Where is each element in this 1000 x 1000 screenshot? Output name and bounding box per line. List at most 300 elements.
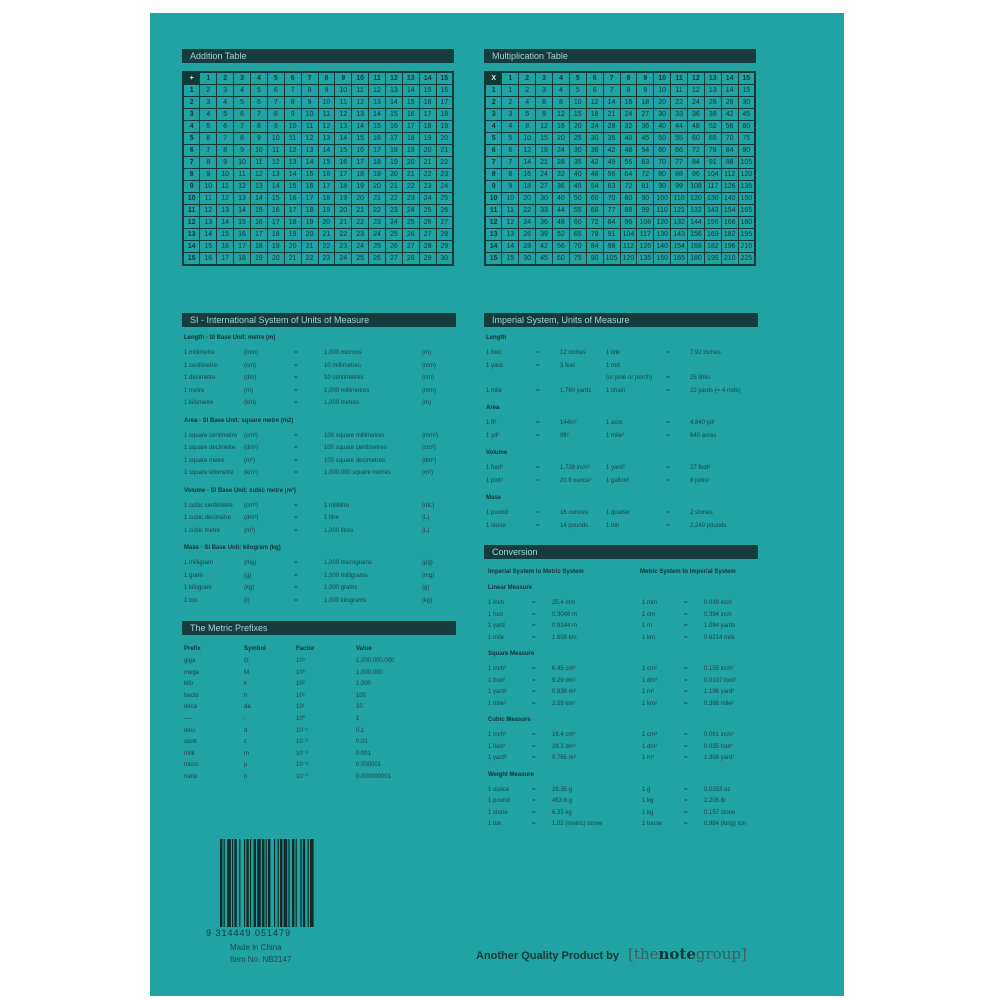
table-cell: 36 [553, 181, 570, 193]
cell: deci [184, 727, 196, 734]
table-cell: 26 [519, 229, 536, 241]
table-cell: 132 [688, 205, 705, 217]
table-cell: 24 [688, 97, 705, 109]
cell: 14 pounds [560, 522, 589, 529]
imperial-unit-row [486, 507, 756, 520]
table-cell: 8 [267, 109, 284, 121]
table-cell: 10 [217, 169, 234, 181]
table-row [485, 145, 755, 157]
table-cell: 10 [200, 181, 217, 193]
cell: 1 square metre [184, 457, 225, 464]
table-cell: 30 [519, 253, 536, 266]
table-cell: 20 [386, 169, 403, 181]
table-cell: 20 [519, 193, 536, 205]
cell: (m²) [422, 470, 433, 476]
cell: 1.02 (metric) tonne [552, 821, 603, 827]
table-cell: 28 [721, 97, 738, 109]
table-cell: 45 [536, 253, 553, 266]
made-in-label: Made in China [230, 943, 282, 952]
table-cell: 19 [402, 145, 419, 157]
cell: 0.01 [356, 739, 368, 746]
table-cell: 54 [586, 181, 603, 193]
table-row [485, 133, 755, 145]
cell: 9ft² [560, 432, 569, 439]
table-row [183, 205, 453, 217]
cell: (kg) [422, 597, 433, 604]
cell: 1,000 milligrams [324, 572, 368, 579]
table-cell: 195 [738, 229, 755, 241]
table-cell: 24 [519, 217, 536, 229]
si-unit-row [184, 467, 454, 480]
cell: 0.000000001 [356, 774, 392, 780]
table-cell: 12 [284, 145, 301, 157]
barcode-bar [308, 839, 309, 927]
cell: 1 pound [486, 510, 508, 516]
barcode-bar [224, 839, 225, 927]
table-row [183, 145, 453, 157]
cell: 10 millimetres [324, 362, 362, 369]
table-cell: 140 [654, 241, 671, 253]
table-cell: 15 [402, 97, 419, 109]
table-cell: 8 [620, 85, 637, 97]
table-cell: 24 [419, 193, 436, 205]
barcode-bar [284, 839, 288, 927]
table-cell: 7 [267, 97, 284, 109]
cell: = [684, 700, 688, 707]
table-cell: 143 [671, 229, 688, 241]
cell: 28.35 g [552, 786, 573, 793]
cell: 10⁹ [296, 658, 306, 664]
imperial-unit-row [486, 360, 756, 373]
table-cell: 25 [402, 217, 419, 229]
table-cell: 19 [352, 181, 369, 193]
table-cell: 154 [671, 241, 688, 253]
table-cell: 96 [688, 169, 705, 181]
table-cell: 21 [386, 181, 403, 193]
cell: Value [356, 646, 372, 652]
cell: = [294, 502, 298, 509]
table-cell: 28 [419, 241, 436, 253]
table-cell: 40 [569, 169, 586, 181]
table-cell: 77 [671, 157, 688, 169]
table-cell: 5 [200, 121, 217, 133]
cell: 10⁰ [296, 716, 306, 722]
table-cell: 15 [251, 205, 268, 217]
cell: 1 ounce [488, 786, 510, 793]
table-cell: 12 [688, 85, 705, 97]
table-cell: 9 [301, 97, 318, 109]
table-cell: 10 [251, 145, 268, 157]
barcode-bar [268, 839, 270, 927]
conversion-title: Conversion [484, 545, 758, 559]
cell: 1 yard³ [606, 465, 625, 471]
table-cell: 4 [200, 109, 217, 121]
cell: 10⁻¹ [296, 727, 308, 734]
header-cell: 5 [267, 72, 284, 85]
cell: 1 milligram [184, 560, 214, 566]
cell: = [684, 755, 688, 761]
table-cell: 14 [369, 109, 386, 121]
cell: = [294, 432, 298, 439]
table-cell: 18 [637, 97, 654, 109]
cell: 10⁻⁹ [296, 774, 309, 780]
table-cell: 140 [721, 193, 738, 205]
cell: 1 foot² [488, 677, 506, 684]
table-cell: 3 [502, 109, 519, 121]
table-cell: 32 [620, 121, 637, 133]
table-cell: 7 [251, 109, 268, 121]
table-cell: 7 [217, 133, 234, 145]
header-cell: 7 [603, 72, 620, 85]
table-cell: 32 [553, 169, 570, 181]
table-cell: 16 [402, 109, 419, 121]
header-cell: 13 [485, 229, 502, 241]
cell: = [294, 445, 298, 451]
table-cell: 16 [200, 253, 217, 266]
table-row [183, 97, 453, 109]
cell: = [294, 400, 298, 406]
cell: = [294, 515, 298, 521]
table-cell: 18 [402, 133, 419, 145]
cell: 1 tonne [642, 821, 663, 827]
cell: 1 pint³ [486, 477, 503, 484]
header-cell: 12 [183, 217, 200, 229]
table-cell: 18 [284, 217, 301, 229]
header-cell: 3 [234, 72, 251, 85]
cell: = [294, 470, 298, 476]
header-cell: 1 [502, 72, 519, 85]
cell: 1 cubic metre [184, 527, 221, 534]
table-cell: 24 [536, 169, 553, 181]
table-cell: 25 [569, 133, 586, 145]
table-cell: 135 [637, 253, 654, 266]
cell: 10⁻⁶ [296, 762, 309, 769]
table-row [485, 253, 755, 266]
table-cell: 13 [217, 205, 234, 217]
header-cell: 13 [704, 72, 721, 85]
barcode-bar [250, 839, 251, 927]
cell: deca [184, 704, 198, 711]
table-cell: 2 [519, 85, 536, 97]
table-cell: 14 [301, 157, 318, 169]
cell: 1 dm² [642, 677, 658, 684]
cell: 0.9144 m [552, 623, 578, 629]
table-cell: 90 [586, 253, 603, 266]
cell: (mm²) [422, 432, 438, 439]
cell: 1 quarter [606, 510, 631, 516]
cell: = [532, 798, 536, 804]
table-cell: 10 [654, 85, 671, 97]
table-cell: 10 [519, 133, 536, 145]
table-cell: 19 [251, 253, 268, 266]
table-cell: 64 [620, 169, 637, 181]
table-cell: 60 [586, 193, 603, 205]
cell: (m) [244, 387, 253, 394]
table-row [485, 72, 755, 85]
cell: (m) [422, 400, 431, 406]
table-cell: 10 [335, 85, 352, 97]
cell: 1 stone [486, 522, 506, 529]
cell: 1 m³ [642, 755, 654, 761]
si-group-heading: Mass - SI Base Unit: kilogram (kg) [184, 545, 281, 551]
header-cell: 2 [519, 72, 536, 85]
table-cell: 9 [502, 181, 519, 193]
table-cell: 20 [654, 97, 671, 109]
cell: = [666, 375, 670, 381]
cell: 1 yd² [486, 432, 500, 439]
cell: = [294, 375, 298, 381]
cell: = [532, 634, 536, 641]
header-cell: 4 [251, 72, 268, 85]
barcode-bar [220, 839, 222, 927]
cell: 1,000,000 square metres [324, 470, 391, 476]
cell: = [532, 786, 536, 793]
si-unit-row [184, 595, 454, 608]
table-cell: 78 [586, 229, 603, 241]
cell: = [684, 666, 688, 672]
table-cell: 3 [536, 85, 553, 97]
si-group-heading: Volume - SI Base Unit: cubic metre (m³) [184, 487, 296, 494]
cell: = [684, 809, 688, 816]
table-cell: 169 [704, 229, 721, 241]
cell: = [536, 510, 540, 516]
table-cell: 27 [536, 181, 553, 193]
table-cell: 84 [586, 241, 603, 253]
cell: 1 cm [642, 611, 656, 618]
table-cell: 13 [335, 121, 352, 133]
cell: (cm²) [244, 432, 258, 439]
cell: 1 cm² [642, 666, 657, 672]
brand-logo: [thenotegroup] [628, 945, 747, 963]
table-cell: 117 [637, 229, 654, 241]
table-cell: 60 [569, 217, 586, 229]
table-cell: 17 [335, 169, 352, 181]
table-cell: 6 [502, 145, 519, 157]
cell: k [244, 681, 247, 688]
si-unit-row [184, 557, 454, 570]
cell: 1 inch³ [488, 732, 507, 738]
cell: (μg) [422, 560, 433, 566]
table-cell: 25 [386, 229, 403, 241]
prefix-row [184, 771, 454, 784]
cell: 6.35 kg [552, 809, 572, 816]
table-cell: 60 [553, 253, 570, 266]
cell: 0.765 m³ [552, 755, 576, 761]
table-cell: 20 [318, 217, 335, 229]
cell: = [536, 420, 540, 426]
imperial-unit-row [486, 475, 756, 488]
table-cell: 48 [688, 121, 705, 133]
conversion-group-heading: Square Measure [488, 651, 535, 657]
header-cell: 14 [183, 241, 200, 253]
cell: (cm²) [422, 445, 436, 451]
table-row [183, 181, 453, 193]
table-cell: 21 [419, 157, 436, 169]
cell: 1 pound [488, 798, 510, 804]
table-cell: 225 [738, 253, 755, 266]
cell: (km²) [244, 470, 258, 476]
cell: = [532, 755, 536, 761]
barcode-bar [257, 839, 261, 927]
cell: (mm) [422, 362, 436, 369]
table-cell: 144 [688, 217, 705, 229]
table-cell: 20 [267, 253, 284, 266]
table-cell: 143 [704, 205, 721, 217]
table-cell: 24 [586, 121, 603, 133]
table-cell: 22 [301, 253, 318, 266]
table-cell: 48 [586, 169, 603, 181]
table-row [485, 205, 755, 217]
table-cell: 63 [603, 181, 620, 193]
table-cell: 16 [386, 121, 403, 133]
table-cell: 30 [654, 109, 671, 121]
table-row [183, 133, 453, 145]
table-cell: 49 [603, 157, 620, 169]
cell: = [684, 600, 688, 606]
imperial-unit-row [486, 462, 756, 475]
table-cell: 132 [671, 217, 688, 229]
cell: = [684, 634, 688, 641]
cell: 25.4 mm [552, 600, 576, 606]
table-cell: 80 [620, 193, 637, 205]
cell: = [294, 362, 298, 369]
cell: = [532, 700, 536, 707]
cell: 1 g [642, 786, 651, 793]
table-cell: 65 [569, 229, 586, 241]
cell: 10³ [296, 681, 305, 688]
imperial-unit-row [486, 347, 756, 360]
table-cell: 100 [654, 193, 671, 205]
table-cell: 130 [704, 193, 721, 205]
table-cell: 11 [284, 133, 301, 145]
table-cell: 14 [402, 85, 419, 97]
cell: 1 yard [486, 362, 503, 369]
cell: (dm³) [244, 515, 259, 521]
si-unit-row [184, 385, 454, 398]
cell: 1,000 metres [324, 400, 360, 406]
cell: 1 ton [606, 522, 620, 529]
cell: (mL) [422, 502, 435, 509]
table-cell: 9 [284, 109, 301, 121]
barcode-bar [246, 839, 248, 927]
header-cell: 10 [485, 193, 502, 205]
table-cell: 12 [519, 145, 536, 157]
header-cell: 11 [671, 72, 688, 85]
table-cell: 120 [688, 193, 705, 205]
imperial-unit-row [486, 520, 756, 533]
table-cell: 42 [721, 109, 738, 121]
header-cell: 10 [183, 193, 200, 205]
cell: 25 links [690, 375, 711, 381]
book-back-cover [150, 13, 844, 996]
table-cell: 13 [369, 97, 386, 109]
table-cell: 13 [704, 85, 721, 97]
table-cell: 23 [318, 253, 335, 266]
table-cell: 26 [386, 241, 403, 253]
cell: 0.394 inch [704, 611, 732, 618]
table-row [183, 157, 453, 169]
table-cell: 40 [553, 193, 570, 205]
header-cell: 12 [485, 217, 502, 229]
cell: 0.157 stone [704, 809, 736, 816]
cell: 0.001 [356, 750, 372, 757]
table-cell: 23 [436, 169, 453, 181]
si-unit-row [184, 442, 454, 455]
header-cell: 12 [688, 72, 705, 85]
cell: (mm) [244, 350, 258, 356]
table-cell: 15 [200, 241, 217, 253]
table-cell: 210 [738, 241, 755, 253]
cell: = [294, 457, 298, 464]
table-cell: 17 [318, 181, 335, 193]
imperial-unit-row [486, 372, 756, 385]
table-cell: 25 [369, 241, 386, 253]
header-cell: 10 [654, 72, 671, 85]
table-cell: 154 [721, 205, 738, 217]
cell: = [532, 623, 536, 629]
table-cell: 22 [318, 241, 335, 253]
si-unit-row [184, 570, 454, 583]
conversion-row [488, 632, 758, 645]
header-cell: 2 [217, 72, 234, 85]
cell: (t) [244, 597, 250, 604]
table-cell: 18 [436, 109, 453, 121]
header-cell: 4 [485, 121, 502, 133]
table-cell: 24 [436, 181, 453, 193]
table-cell: 26 [704, 97, 721, 109]
table-cell: 24 [402, 205, 419, 217]
cell: m [244, 750, 249, 757]
cell: 1,760 yards [560, 387, 592, 394]
table-cell: 120 [620, 253, 637, 266]
table-cell: 14 [217, 217, 234, 229]
table-cell: 15 [301, 169, 318, 181]
table-cell: 72 [688, 145, 705, 157]
table-cell: 11 [301, 121, 318, 133]
cell: 27 foot³ [690, 465, 711, 471]
cell: = [532, 821, 536, 827]
table-cell: 10 [318, 97, 335, 109]
cell: 1 square centimetre [184, 432, 238, 439]
table-cell: 39 [536, 229, 553, 241]
table-cell: 13 [267, 169, 284, 181]
cell: 0.984 (long) ton [704, 821, 747, 827]
header-cell: 8 [183, 169, 200, 181]
table-cell: 6 [586, 85, 603, 97]
cell: 3 feet [560, 362, 576, 369]
table-cell: 9 [318, 85, 335, 97]
header-cell: 3 [536, 72, 553, 85]
si-unit-row [184, 347, 454, 360]
table-cell: 110 [671, 193, 688, 205]
table-cell: 9 [217, 157, 234, 169]
table-row [183, 109, 453, 121]
cell: 1,000,000,000 [356, 658, 395, 664]
cell: 1 rod [606, 362, 620, 369]
table-cell: 18 [335, 181, 352, 193]
table-cell: 17 [352, 157, 369, 169]
table-cell: 91 [603, 229, 620, 241]
table-cell: 98 [603, 241, 620, 253]
table-cell: 99 [637, 205, 654, 217]
cell: 16 ounces [560, 510, 588, 516]
cell: 0.386 mile² [704, 700, 734, 707]
cell: = [684, 677, 688, 684]
table-cell: 45 [569, 181, 586, 193]
table-cell: 72 [620, 181, 637, 193]
table-row [183, 72, 453, 85]
table-cell: 15 [352, 133, 369, 145]
